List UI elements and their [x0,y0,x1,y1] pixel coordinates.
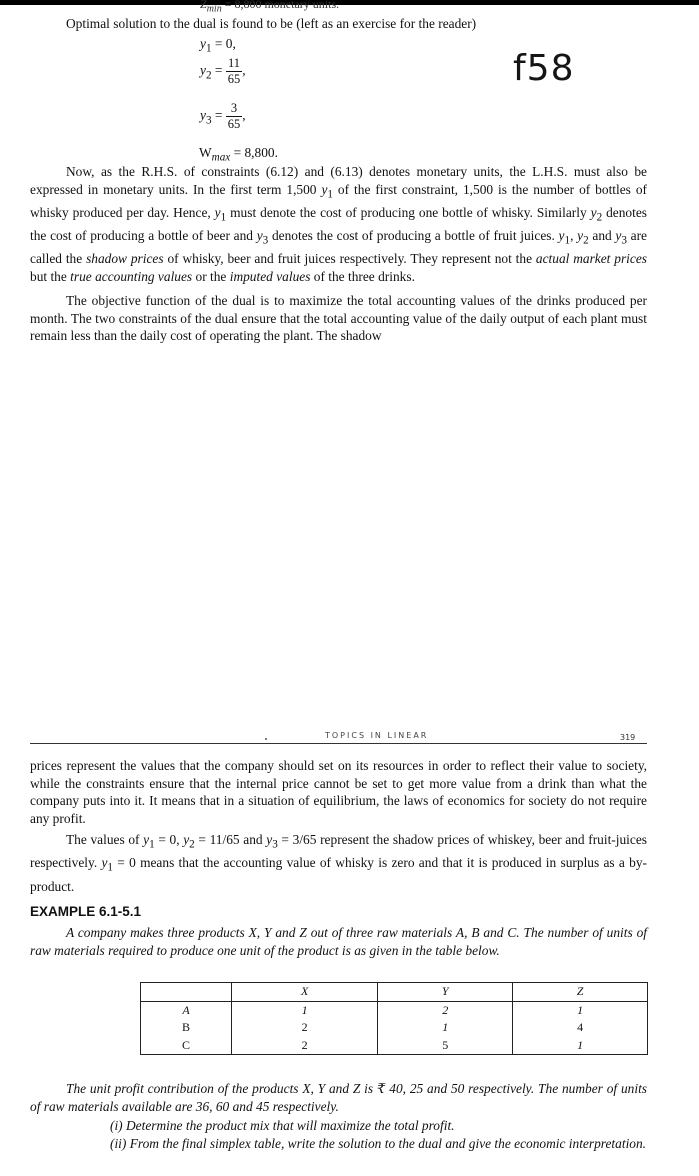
table-row [141,1019,648,1037]
cut-off-objective-line: $Z_{min} = 8,800$ monetary units. [200,0,340,15]
table-cell: 2 [232,1037,378,1055]
table-column-header: Z [513,983,648,1002]
example-after-table: The unit profit contribution of the products X, Y and Z is ₹ 40, 25 and 50 respectively. The number of units of raw materials available are 36, 60 and 45 respectively. [30,1081,647,1114]
next-page-running-header: TOPICS IN LINEAR [325,731,429,740]
table-row-label: B [141,1019,232,1037]
example-task-1: (i) Determine the product mix that will maximize the total profit. [110,1118,455,1133]
example-heading: EXAMPLE 6.1-5.1 [30,904,142,919]
table-row-label: C [141,1037,232,1055]
table-header-row [141,983,648,1002]
next-page-number: 319 [620,733,636,742]
table-corner-cell [141,983,232,1002]
page-gap-speck [265,738,267,740]
table-cell: 1 [513,1001,648,1019]
table-column-header: Y [378,983,513,1002]
table-cell: 1 [378,1019,513,1037]
intro-sentence: Optimal solution to the dual is found to be (left as an exercise for the reader) [66,16,477,31]
solution-y2: $y_2$ = $\frac{11}{65}$ , [200,56,246,86]
table-column-header: X [232,983,378,1002]
solution-wmax: $W_{max} = 8,800$. [199,145,278,164]
paragraph-monetary-units: Now, as the R.H.S. of constraints (6.12) and (6.13) denotes monetary units, the L.H.S. must also be expressed in monetary units. In the first term 1,500 $y_1$ of the first constraint, 1,500 is the number of bottles of whisky produced per day. Hence, $y_1$ must denote the cost of producing one bottle of whisky. Similarly $y_2$ denotes the cost of producing a bottle of beer and $y_3$ denotes the cost of producing a bottle of fruit juices. $y_1$, $y_2$ and $y_3$ are called the shadow prices of whisky, beer and fruit juices respectively. They represent not the actual market prices but the true accounting values or the imputed values of the three drinks. [30,164,648,284]
paragraph-dual-objective: The objective function of the dual is to maximize the total accounting values of the drinks produced per month. The two constraints of the dual ensure that the total accounting value of the daily output of each plant must remain less than the daily cost of operating the plant. The shadow [30,293,647,344]
paragraph-values-of-y: The values of $y_1 = 0$, $y_2 = 11/65$ and $y_3 = 3/65$ represent the shadow prices of whiskey, beer and fruit-juices respectively. $y_1 = 0$ means that the accounting value of whisky is zero and that it is produced in surplus as a by-product. [30,832,647,894]
table-row [141,1001,648,1019]
handwritten-annotation: f58 [513,48,575,89]
table-cell: 2 [378,1001,513,1019]
top-edge-bar [0,0,699,5]
paragraph-shadow-prices: prices represent the values that the company should set on its resources in order to reflect their value to society, while the constraints ensure that the internal price cannot be set to get more value from a drink than what the company puts into it. It means that in a situation of equilibrium, the laws of economics for society do not require any profit. [30,758,647,826]
table-cell: 4 [513,1019,648,1037]
table-cell: 5 [378,1037,513,1055]
table-cell: 1 [232,1001,378,1019]
solution-y3: $y_3$ = $\frac{3}{65}$ , [200,101,246,131]
example-statement: A company makes three products X, Y and Z out of three raw materials A, B and C. The number of units of raw materials required to produce one unit of the product is as given in the table below. [30,925,647,958]
table-row [141,1037,648,1055]
raw-material-table [140,982,648,1055]
solution-y1: $y_1 = 0$, [200,36,236,55]
example-task-2: (ii) From the final simplex table, write the solution to the dual and give the economic interpretation. [110,1136,647,1151]
table-row-label: A [141,1001,232,1019]
table-cell: 1 [513,1037,648,1055]
table-cell: 2 [232,1019,378,1037]
page-divider-line [30,743,647,744]
